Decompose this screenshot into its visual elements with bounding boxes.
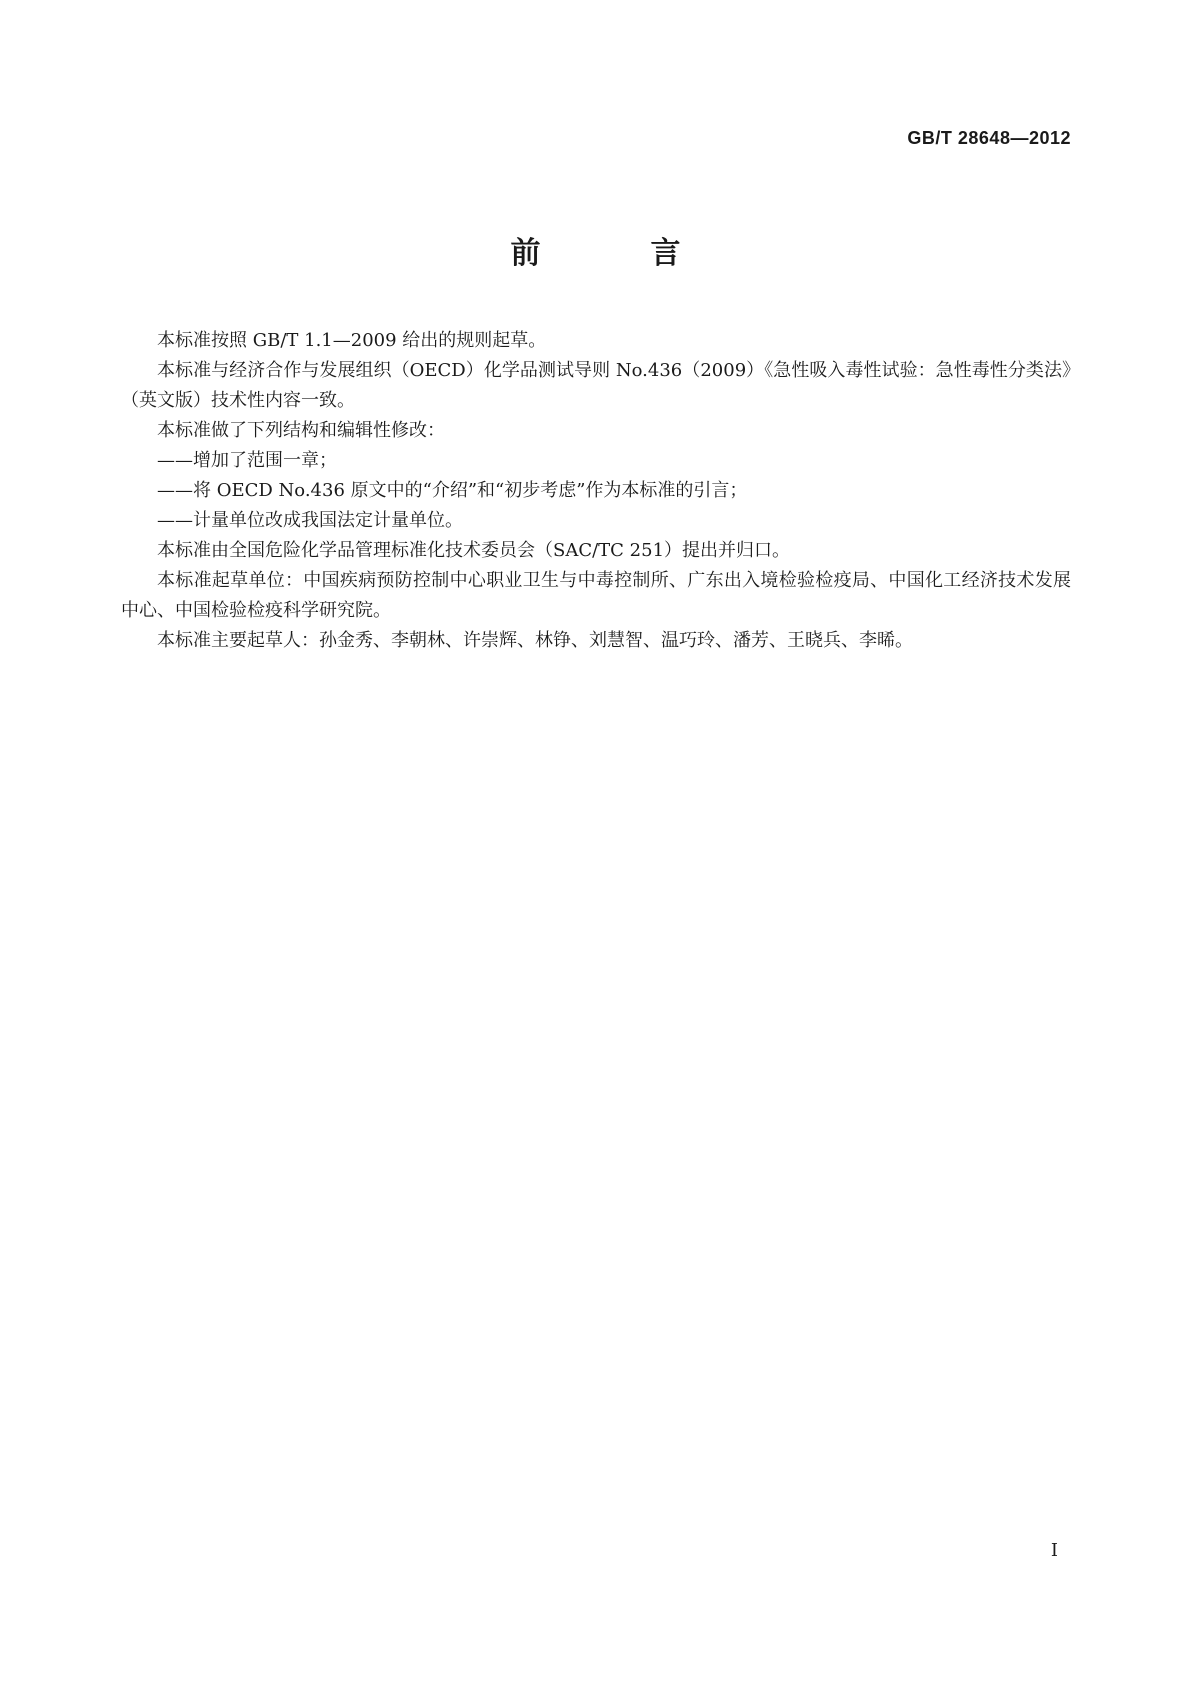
- document-code: GB/T 28648—2012: [907, 128, 1071, 148]
- page-number: I: [1050, 1540, 1058, 1561]
- page-title: 前 言: [510, 236, 721, 271]
- paragraph-drafting-rules: 本标准按照 GB/T 1.1—2009 给出的规则起草。: [157, 330, 547, 351]
- paragraph-proposer: 本标准由全国危险化学品管理标准化技术委员会（SAC/TC 251）提出并归口。: [157, 540, 791, 561]
- paragraph-drafting-units: 本标准起草单位：中国疾病预防控制中心职业卫生与中毒控制所、广东出入境检验检疫局、中国化工经济技术发展中心、中国检验检疫科学研究院。: [121, 570, 1071, 621]
- list-item-modification: ——将 OECD No.436 原文中的“介绍”和“初步考虑”作为本标准的引言；: [157, 480, 748, 501]
- paragraph-drafters: 本标准主要起草人：孙金秀、李朝林、许崇辉、林铮、刘慧智、温巧玲、潘芳、王晓兵、李晞。: [157, 630, 913, 651]
- paragraph-oecd-consistency: 本标准与经济合作与发展组织（OECD）化学品测试导则 No.436（2009）《急性吸入毒性试验：急性毒性分类法》（英文版）技术性内容一致。: [121, 360, 1071, 411]
- document-body: [121, 326, 1071, 656]
- list-item-modification: ——计量单位改成我国法定计量单位。: [157, 510, 463, 531]
- list-item-modification: ——增加了范围一章；: [157, 450, 337, 471]
- paragraph-modifications-intro: 本标准做了下列结构和编辑性修改：: [157, 420, 445, 441]
